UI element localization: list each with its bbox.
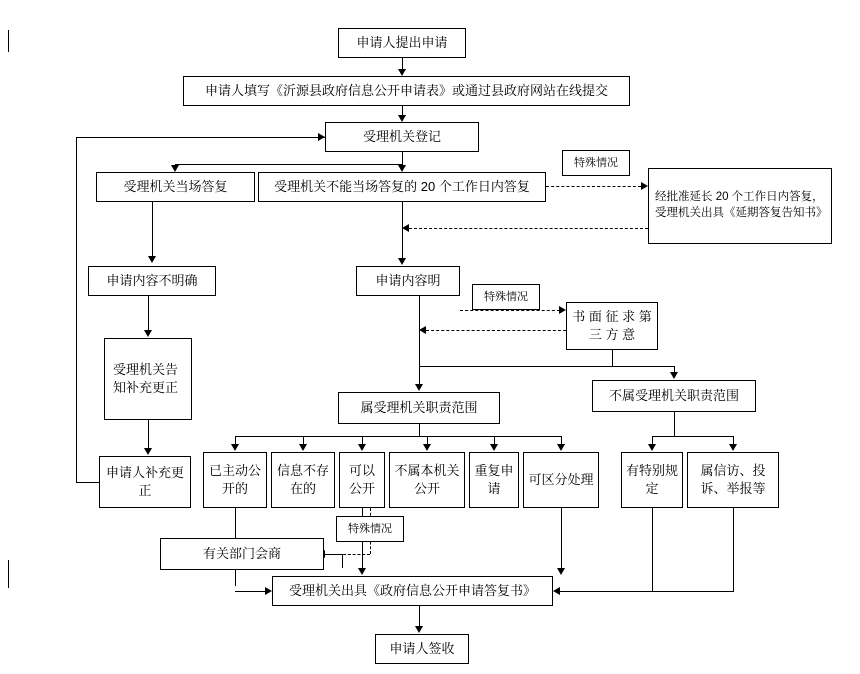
flow-node-label: 经批准延长 20 个工作日内答复，受理机关出具《延期答复告知书》 (655, 191, 828, 219)
arrowhead-n13-n18 (358, 444, 366, 451)
arrowhead-rightrail-n26 (553, 587, 560, 595)
flow-node-content-unclear[interactable] (88, 266, 216, 296)
flow-node-already-public[interactable] (203, 452, 267, 508)
edge-bus-n18 (362, 436, 363, 444)
flow-node-outside-scope[interactable] (592, 380, 756, 412)
edge-bus-n3 (175, 164, 403, 165)
flow-node-label: 申请内容明 (375, 273, 441, 289)
flow-node-label: 申请人补充更正 (105, 465, 184, 498)
flow-node-label: 特殊情况 (484, 290, 528, 303)
flow-node-label: 受理机关当场答复 (123, 179, 228, 195)
edge-n14-bus (652, 436, 733, 437)
flow-node-can-disclose[interactable] (339, 452, 385, 508)
flow-node-separable-handling[interactable] (523, 452, 599, 508)
edge-n21-down (561, 508, 562, 568)
dashed-edge-n7-n5 (409, 228, 648, 229)
arrowhead-n13-n17 (299, 444, 307, 451)
edge-n8-n12 (148, 296, 149, 330)
edge-rightrail-n26 (560, 591, 734, 592)
flow-node-label: 可区分处理 (528, 472, 594, 488)
flow-node-special-case-1[interactable] (562, 150, 630, 176)
dashed-edge-n19-n25 (324, 554, 370, 555)
edge-n13-bus (235, 436, 561, 437)
edge-n11-down (612, 350, 613, 366)
arrowhead-leftrail-n3 (318, 133, 325, 141)
edge-leftrail-to-n15 (76, 482, 99, 483)
flow-node-onsite-reply[interactable] (96, 172, 255, 202)
flow-node-special-case-3[interactable] (336, 516, 404, 542)
flow-node-20day-reply[interactable] (258, 172, 546, 202)
edge-bus-n23 (733, 436, 734, 444)
edge-n3-leftrail (76, 137, 325, 138)
edge-n23-down (733, 508, 734, 591)
edge-bus-n20 (494, 436, 495, 444)
flow-node-label: 属信访、投诉、举报等 (700, 463, 766, 496)
edge-bus-n21 (561, 436, 562, 444)
flow-node-label: 书 面 征 求 第 三 方 意 (572, 309, 656, 342)
flow-node-label: 有特别规定 (626, 463, 679, 496)
flow-node-notify-correction[interactable] (104, 338, 192, 420)
edge-n7-return-stub (402, 202, 403, 228)
dashed-edge-n5-n7 (546, 186, 641, 187)
flow-node-not-this-agency[interactable] (389, 452, 465, 508)
arrowhead-n9-n14 (670, 372, 678, 379)
edge-n14-down (674, 412, 675, 436)
edge-n26-n27 (419, 606, 420, 626)
arrowhead-n26-n27 (415, 626, 423, 633)
arrowhead-bus-n4 (171, 165, 179, 172)
dashed-edge-n9-n11 (460, 310, 560, 311)
edge-n2-n3 (402, 106, 403, 115)
flow-node-agency-register[interactable] (325, 122, 479, 152)
flow-node-petition-complaint[interactable] (687, 452, 779, 508)
flow-node-department-consult[interactable] (160, 538, 324, 570)
edge-n9-n13 (419, 296, 420, 384)
flow-node-fill-form[interactable] (183, 76, 630, 106)
arrowhead-n13-n21 (557, 444, 565, 451)
flow-node-label: 申请内容不明确 (106, 273, 198, 289)
flow-node-label: 申请人签收 (389, 641, 455, 657)
dashed-edge-n11-n9 (426, 330, 566, 331)
flow-node-label: 受理机关不能当场答复的 20 个工作日内答复 (274, 179, 530, 195)
flow-node-label: 受理机关登记 (362, 129, 441, 145)
arrowhead-dashed-n5-n7 (641, 182, 648, 190)
edge-n9-right (419, 366, 674, 367)
page-margin-mark-bottom (8, 560, 9, 588)
flow-node-within-scope[interactable] (338, 392, 500, 424)
arrowhead-dashed-n9-n11 (559, 306, 566, 314)
arrowhead-n13-n20 (490, 444, 498, 451)
flow-node-label: 属受理机关职责范围 (360, 400, 478, 416)
flow-node-label: 受理机关告知补充更正 (113, 362, 179, 395)
arrowhead-n1-n2 (398, 69, 406, 76)
arrowhead-n18-n26 (358, 568, 366, 575)
flow-node-third-party-opinion[interactable] (566, 302, 658, 350)
arrowhead-dashed-n11-n9 (419, 326, 426, 334)
arrowhead-n9-n13 (415, 384, 423, 391)
flow-node-label: 信息不存在的 (276, 463, 329, 496)
edge-n12-n15 (148, 420, 149, 448)
edge-bus-n17 (303, 436, 304, 444)
flow-node-extension-notice[interactable] (648, 168, 832, 244)
arrowhead-n13-n16 (231, 444, 239, 451)
flow-node-content-clear[interactable] (356, 266, 460, 296)
flow-node-applicant-receives[interactable] (375, 634, 469, 664)
flow-node-label: 不属本机关公开 (394, 463, 460, 496)
edge-n16-to-n26 (235, 591, 265, 592)
flow-node-label: 有关部门会商 (202, 546, 281, 562)
arrowhead-n21-n26 (557, 568, 565, 575)
flow-node-label: 不属受理机关职责范围 (608, 388, 739, 404)
edge-n4-down (152, 202, 153, 256)
arrowhead-n16-n26 (265, 587, 272, 595)
flow-node-special-case-2[interactable] (472, 284, 540, 310)
flow-node-applicant-submits[interactable] (338, 28, 466, 58)
arrowhead-n12-n15 (144, 448, 152, 455)
arrowhead-n5-n9 (398, 258, 406, 265)
arrowhead-dashed-n7-n5 (402, 224, 409, 232)
arrowhead-bus-n5 (398, 165, 406, 172)
flow-node-special-rules[interactable] (621, 452, 683, 508)
flow-node-applicant-corrects[interactable] (99, 456, 191, 508)
flow-node-info-not-exist[interactable] (271, 452, 335, 508)
flow-node-issue-reply[interactable] (272, 576, 553, 606)
arrowhead-n8-n12 (144, 330, 152, 337)
edge-n13-down (419, 424, 420, 436)
arrowhead-n14-n23 (729, 444, 737, 451)
arrowhead-n2-n3 (398, 115, 406, 122)
edge-n3-bus (402, 152, 403, 164)
arrowhead-n14-n22 (648, 444, 656, 451)
flow-node-label: 重复申请 (474, 463, 514, 496)
flow-node-label: 申请人填写《沂源县政府信息公开申请表》或通过县政府网站在线提交 (204, 83, 608, 99)
page-margin-mark-top (8, 30, 9, 52)
arrowhead-n4-n8 (148, 256, 156, 263)
edge-bus-n19 (427, 436, 428, 444)
edge-n22-down (652, 508, 653, 591)
arrowhead-n13-n19 (423, 444, 431, 451)
edge-n25-down (342, 554, 343, 568)
edge-bus-n22 (652, 436, 653, 444)
flow-node-label: 可以公开 (348, 463, 375, 496)
flow-node-label: 特殊情况 (574, 156, 618, 169)
flow-node-duplicate-request[interactable] (469, 452, 519, 508)
edge-bus-n16 (235, 436, 236, 444)
flow-node-label: 已主动公开的 (208, 463, 261, 496)
flow-node-label: 申请人提出申请 (356, 35, 448, 51)
flow-node-label: 受理机关出具《政府信息公开申请答复书》 (288, 583, 536, 599)
flow-node-label: 特殊情况 (348, 522, 392, 535)
edge-leftrail-vert (76, 137, 77, 482)
edge-n1-n2 (402, 58, 403, 69)
